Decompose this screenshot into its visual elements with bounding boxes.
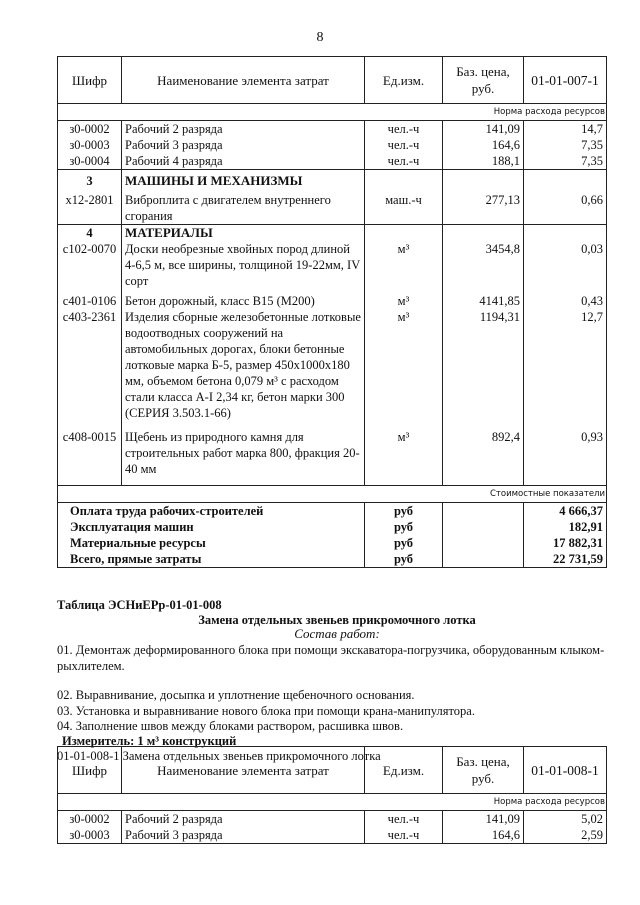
header-unit: Ед.изм. [365,747,443,794]
row-code: з0-0002 [58,811,122,828]
header-price: Баз. цена, руб. [443,57,524,104]
cost-value: 17 882,31 [524,535,607,551]
table-header-row [58,747,607,794]
row-name: Виброплита с двигателем внутреннего сгорания [122,189,365,225]
table-row [58,241,607,289]
table-row [58,137,607,153]
cost-row-total [58,551,607,568]
band-norm [58,104,607,121]
table-header-row [58,57,607,104]
table-row [58,827,607,844]
row-norm: 5,02 [524,811,607,828]
row-unit: чел.-ч [365,811,443,828]
page-number: 8 [316,30,324,45]
header-code: Шифр [58,57,122,104]
row-price: 3454,8 [443,241,524,289]
row-norm: 0,66 [524,189,607,225]
row-name: Рабочий 4 разряда [122,153,365,170]
work-item: 04. Заполнение швов между блоками раствором, расшивка швов. [57,719,404,733]
section-header-materials [58,225,607,242]
header-norm-code: 01-01-008-1 [524,747,607,794]
row-norm: 0,93 [524,421,607,477]
table-row [58,309,607,421]
table-title: Таблица ЭСНиЕРр-01-01-008 [57,598,222,612]
row-name: Бетон дорожный, класс B15 (M200) [122,289,365,309]
work-item: 01. Демонтаж деформированного блока при помощи экскаватора-погрузчика, оборудованным клыком-рыхлителем. [57,643,605,673]
resource-table-007 [57,56,607,568]
row-norm: 0,43 [524,289,607,309]
row-unit: м³ [365,241,443,289]
band-norm-label: Норма расхода ресурсов [58,794,607,811]
table-row [58,121,607,138]
row-name: Рабочий 3 разряда [122,137,365,153]
row-code: з0-0003 [58,827,122,844]
row-unit: чел.-ч [365,137,443,153]
row-price: 892,4 [443,421,524,477]
section-title: МАТЕРИАЛЫ [122,225,365,242]
row-unit: м³ [365,421,443,477]
row-code: с403-2361 [58,309,122,421]
row-name: Рабочий 2 разряда [122,811,365,828]
cost-label: Эксплуатация машин [58,519,365,535]
row-unit: чел.-ч [365,153,443,170]
row-name: Изделия сборные железобетонные лотковые водоотводных сооружений на автомобильных дорогах, блоки бетонные лотковые марка Б-5, размер 450х1000х180 мм, объемом бетона 0,079 м³ с расходом стали класса А-I 2,34 кг, бетон марки 300 (СЕРИЯ 3.503.1-66) [122,309,365,421]
row-name: Щебень из природного камня для строительных работ марка 800, фракция 20-40 мм [122,421,365,477]
row-norm: 2,59 [524,827,607,844]
header-unit: Ед.изм. [365,57,443,104]
row-norm: 7,35 [524,137,607,153]
cost-value: 182,91 [524,519,607,535]
row-code: з0-0003 [58,137,122,153]
table-row [58,289,607,309]
band-cost-label: Стоимостные показатели [58,486,607,503]
row-unit: маш.-ч [365,189,443,225]
band-cost [58,486,607,503]
row-price: 164,6 [443,827,524,844]
row-norm: 12,7 [524,309,607,421]
cost-label: Оплата труда рабочих-строителей [58,503,365,520]
row-unit: чел.-ч [365,827,443,844]
row-price: 141,09 [443,811,524,828]
row-norm: 7,35 [524,153,607,170]
cost-row [58,519,607,535]
work-heading: Состав работ: [294,626,380,641]
cost-value: 22 731,59 [524,551,607,568]
row-code: с102-0070 [58,241,122,289]
table-row [58,421,607,477]
row-price: 141,09 [443,121,524,138]
row-code: х12-2801 [58,189,122,225]
table-row [58,811,607,828]
cost-row [58,535,607,551]
norm-line: 01-01-008-1 Замена отдельных звеньев прикромочного лотка [57,749,381,763]
work-item: 03. Установка и выравнивание нового блока при помощи крана-манипулятора. [57,704,475,718]
band-norm-label: Норма расхода ресурсов [58,104,607,121]
row-code: с408-0015 [58,421,122,477]
row-price: 277,13 [443,189,524,225]
header-name: Наименование элемента затрат [122,747,365,794]
section-number: 4 [58,225,122,242]
cost-unit: руб [365,551,443,568]
row-norm: 14,7 [524,121,607,138]
section-header-machines [58,170,607,190]
section-number: 3 [58,170,122,190]
row-code: з0-0002 [58,121,122,138]
row-unit: м³ [365,309,443,421]
row-price: 164,6 [443,137,524,153]
cost-unit: руб [365,503,443,520]
cost-value: 4 666,37 [524,503,607,520]
row-code: з0-0004 [58,153,122,170]
row-norm: 0,03 [524,241,607,289]
section-title: МАШИНЫ И МЕХАНИЗМЫ [122,170,365,190]
cost-label: Материальные ресурсы [58,535,365,551]
band-norm [58,794,607,811]
row-price: 188,1 [443,153,524,170]
row-name: Доски необрезные хвойных пород длиной 4-6,5 м, все ширины, толщиной 19-22мм, IV сорт [122,241,365,289]
table-row [58,189,607,225]
header-price: Баз. цена, руб. [443,747,524,794]
row-price: 4141,85 [443,289,524,309]
row-price: 1194,31 [443,309,524,421]
row-name: Рабочий 2 разряда [122,121,365,138]
measure-label: Измеритель: 1 м³ конструкций [62,734,237,748]
header-name: Наименование элемента затрат [122,57,365,104]
table-row [58,153,607,170]
cost-label: Всего, прямые затраты [58,551,365,568]
row-unit: м³ [365,289,443,309]
header-norm-code: 01-01-007-1 [524,57,607,104]
cost-unit: руб [365,535,443,551]
work-item: 02. Выравнивание, досыпка и уплотнение щебеночного основания. [57,688,415,702]
header-code: Шифр [58,747,122,794]
row-unit: чел.-ч [365,121,443,138]
cost-row [58,503,607,520]
table-subtitle: Замена отдельных звеньев прикромочного лотка [198,613,476,627]
row-name: Рабочий 3 разряда [122,827,365,844]
row-code: с401-0106 [58,289,122,309]
resource-table-008 [57,746,607,844]
cost-unit: руб [365,519,443,535]
